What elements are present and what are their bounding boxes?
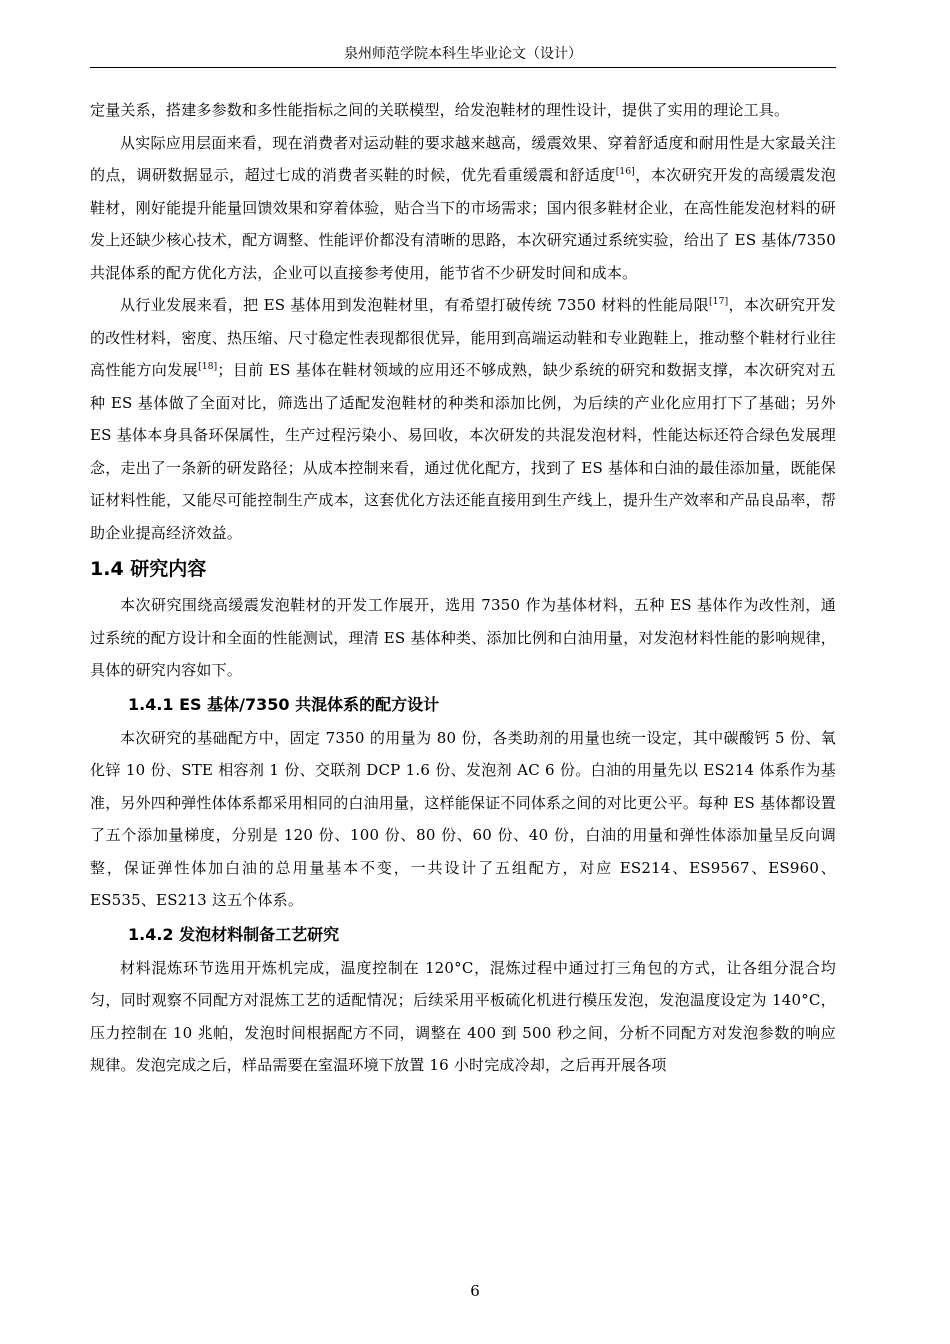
paragraph-text: 从行业发展来看，把 ES 基体用到发泡鞋材里，有希望打破传统 7350 材料的性能局限 (120, 296, 709, 314)
page-body (90, 94, 836, 1082)
paragraph-text: ，本次研究开发的改性材料，密度、热压缩、尺寸稳定性表现都很优异，能用到高端运动鞋和专业跑鞋上，推动整个鞋材行业往高性能方向发展 (90, 296, 836, 379)
paragraph (90, 289, 836, 549)
section-heading: 1.4 研究内容 (90, 558, 207, 580)
paragraph (90, 952, 836, 1082)
paragraph (90, 127, 836, 290)
citation-ref: [17] (709, 297, 729, 307)
paragraph-text: 从实际应用层面来看，现在消费者对运动鞋的要求越来越高，缓震效果、穿着舒适度和耐用性是大家最关注的点，调研数据显示，超过七成的消费者买鞋的时候，优先看重缓震和舒适度 (90, 133, 836, 184)
subsection-heading: 1.4.2 发泡材料制备工艺研究 (128, 924, 340, 944)
paragraph-text: 定量关系，搭建多参数和多性能指标之间的关联模型，给发泡鞋材的理性设计，提供了实用的理论工具。 (90, 101, 790, 119)
paragraph (90, 94, 836, 127)
paragraph-text: 本次研究围绕高缓震发泡鞋材的开发工作展开，选用 7350 作为基体材料，五种 ES 基体作为改性剂，通过系统的配方设计和全面的性能测试，理清 ES 基体种类、添加比例和白油用量，对发泡材料性能的影响规律，具体的研究内容如下。 (90, 596, 836, 679)
paragraph (90, 722, 836, 917)
paragraph-text: 本次研究的基础配方中，固定 7350 的用量为 80 份，各类助剂的用量也统一设定，其中碳酸钙 5 份、氧化锌 10 份、STE 相容剂 1 份、交联剂 DCP 1.6 份、发泡剂 AC 6 份。白油的用量先以 ES214 体系作为基准，另外四种弹性体体系都采用相同的白油用量，这样能保证不同体系之间的对比更公平。每种 ES 基体都设置了五个添加量梯度，分别是 120 份、100 份、80 份、60 份、40 份，白油的用量和弹性体添加量呈反向调整，保证弹性体加白油的总用量基本不变，一共设计了五组配方，对应 ES214、ES9567、ES960、ES535、ES213 这五个体系。 (90, 728, 836, 909)
header-rule (90, 67, 836, 68)
citation-ref: [16] (615, 167, 635, 177)
page-number: 6 (470, 1282, 480, 1300)
running-header: 泉州师范学院本科生毕业论文（设计） (344, 46, 582, 62)
subsection-heading: 1.4.1 ES 基体/7350 共混体系的配方设计 (128, 694, 440, 714)
paragraph-text: ，本次研究开发的高缓震发泡鞋材，刚好能提升能量回馈效果和穿着体验，贴合当下的市场需求；国内很多鞋材企业，在高性能发泡材料的研发上还缺少核心技术，配方调整、性能评价都没有清晰的思路，本次研究通过系统实验，给出了 ES 基体/7350 共混体系的配方优化方法，企业可以直接参考使用，能节省不少研发时间和成本。 (90, 166, 836, 282)
paragraph (90, 589, 836, 687)
paragraph-text: 材料混炼环节选用开炼机完成，温度控制在 120°C，混炼过程中通过打三角包的方式，让各组分混合均匀，同时观察不同配方对混炼工艺的适配情况；后续采用平板硫化机进行模压发泡，发泡温度设定为 140°C，压力控制在 10 兆帕，发泡时间根据配方不同，调整在 400 到 500 秒之间，分析不同配方对发泡参数的响应规律。发泡完成之后，样品需要在室温环境下放置 16 小时完成冷却，之后再开展各项 (90, 958, 836, 1074)
paragraph-text: ；目前 ES 基体在鞋材领域的应用还不够成熟，缺少系统的研究和数据支撑，本次研究对五种 ES 基体做了全面对比，筛选出了适配发泡鞋材的种类和添加比例，为后续的产业化应用打下了基础；另外 ES 基体本身具备环保属性，生产过程污染小、易回收，本次研发的共混发泡材料，性能达标还符合绿色发展理念，走出了一条新的研发路径；从成本控制来看，通过优化配方，找到了 ES 基体和白油的最佳添加量，既能保证材料性能，又能尽可能控制生产成本，这套优化方法还能直接用到生产线上，提升生产效率和产品良品率，帮助企业提高经济效益。 (90, 361, 837, 542)
citation-ref: [18] (198, 362, 218, 372)
